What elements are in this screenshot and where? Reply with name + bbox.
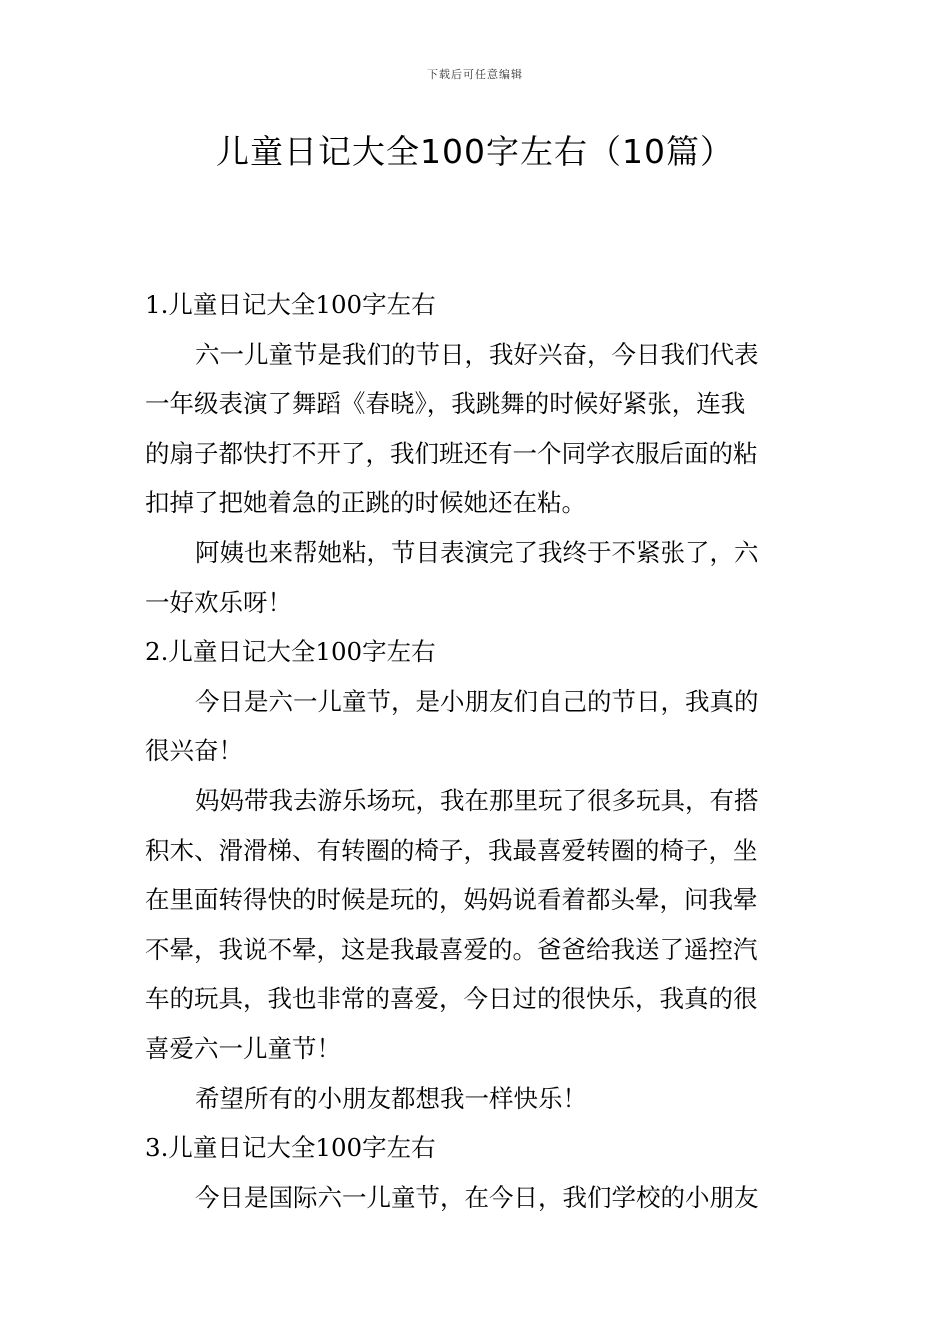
paragraph-line: 今日是六一儿童节，是小朋友们自己的节日，我真的	[195, 686, 759, 716]
paragraph-line: 的扇子都快打不开了，我们班还有一个同学衣服后面的粘	[145, 438, 758, 468]
section-heading-2: 2.儿童日记大全100字左右	[145, 637, 436, 667]
paragraph-line: 喜爱六一儿童节！	[145, 1033, 341, 1063]
paragraph-line: 很兴奋！	[145, 736, 243, 766]
document-body	[145, 280, 807, 1222]
paragraph-line: 六一儿童节是我们的节日，我好兴奋，今日我们代表	[195, 339, 759, 369]
document-title: 儿童日记大全100字左右（10篇）	[216, 132, 734, 171]
paragraph-line: 阿姨也来帮她粘，节目表演完了我终于不紧张了，六	[195, 537, 759, 567]
paragraph-line: 扣掉了把她着急的正跳的时候她还在粘。	[145, 488, 586, 518]
paragraph-line: 一年级表演了舞蹈《春晓》，我跳舞的时候好紧张，连我	[145, 389, 746, 419]
paragraph-line: 希望所有的小朋友都想我一样快乐！	[195, 1083, 587, 1113]
section-heading-1: 1.儿童日记大全100字左右	[145, 290, 436, 319]
paragraph-line: 积木、滑滑梯、有转圈的椅子，我最喜爱转圈的椅子，坐	[145, 835, 758, 865]
paragraph-line: 在里面转得快的时候是玩的，妈妈说看着都头晕，问我晕	[145, 885, 758, 915]
paragraph-line: 不晕，我说不晕，这是我最喜爱的。爸爸给我送了遥控汽	[145, 934, 758, 964]
section-heading-3: 3.儿童日记大全100字左右	[145, 1133, 436, 1163]
paragraph-line: 车的玩具，我也非常的喜爱，今日过的很快乐，我真的很	[145, 984, 758, 1014]
page-header-note: 下载后可任意编辑	[427, 68, 523, 81]
paragraph-line: 妈妈带我去游乐场玩，我在那里玩了很多玩具，有搭	[195, 785, 759, 815]
paragraph-line: 一好欢乐呀！	[145, 587, 292, 617]
paragraph-line: 今日是国际六一儿童节，在今日，我们学校的小朋友	[195, 1182, 759, 1212]
